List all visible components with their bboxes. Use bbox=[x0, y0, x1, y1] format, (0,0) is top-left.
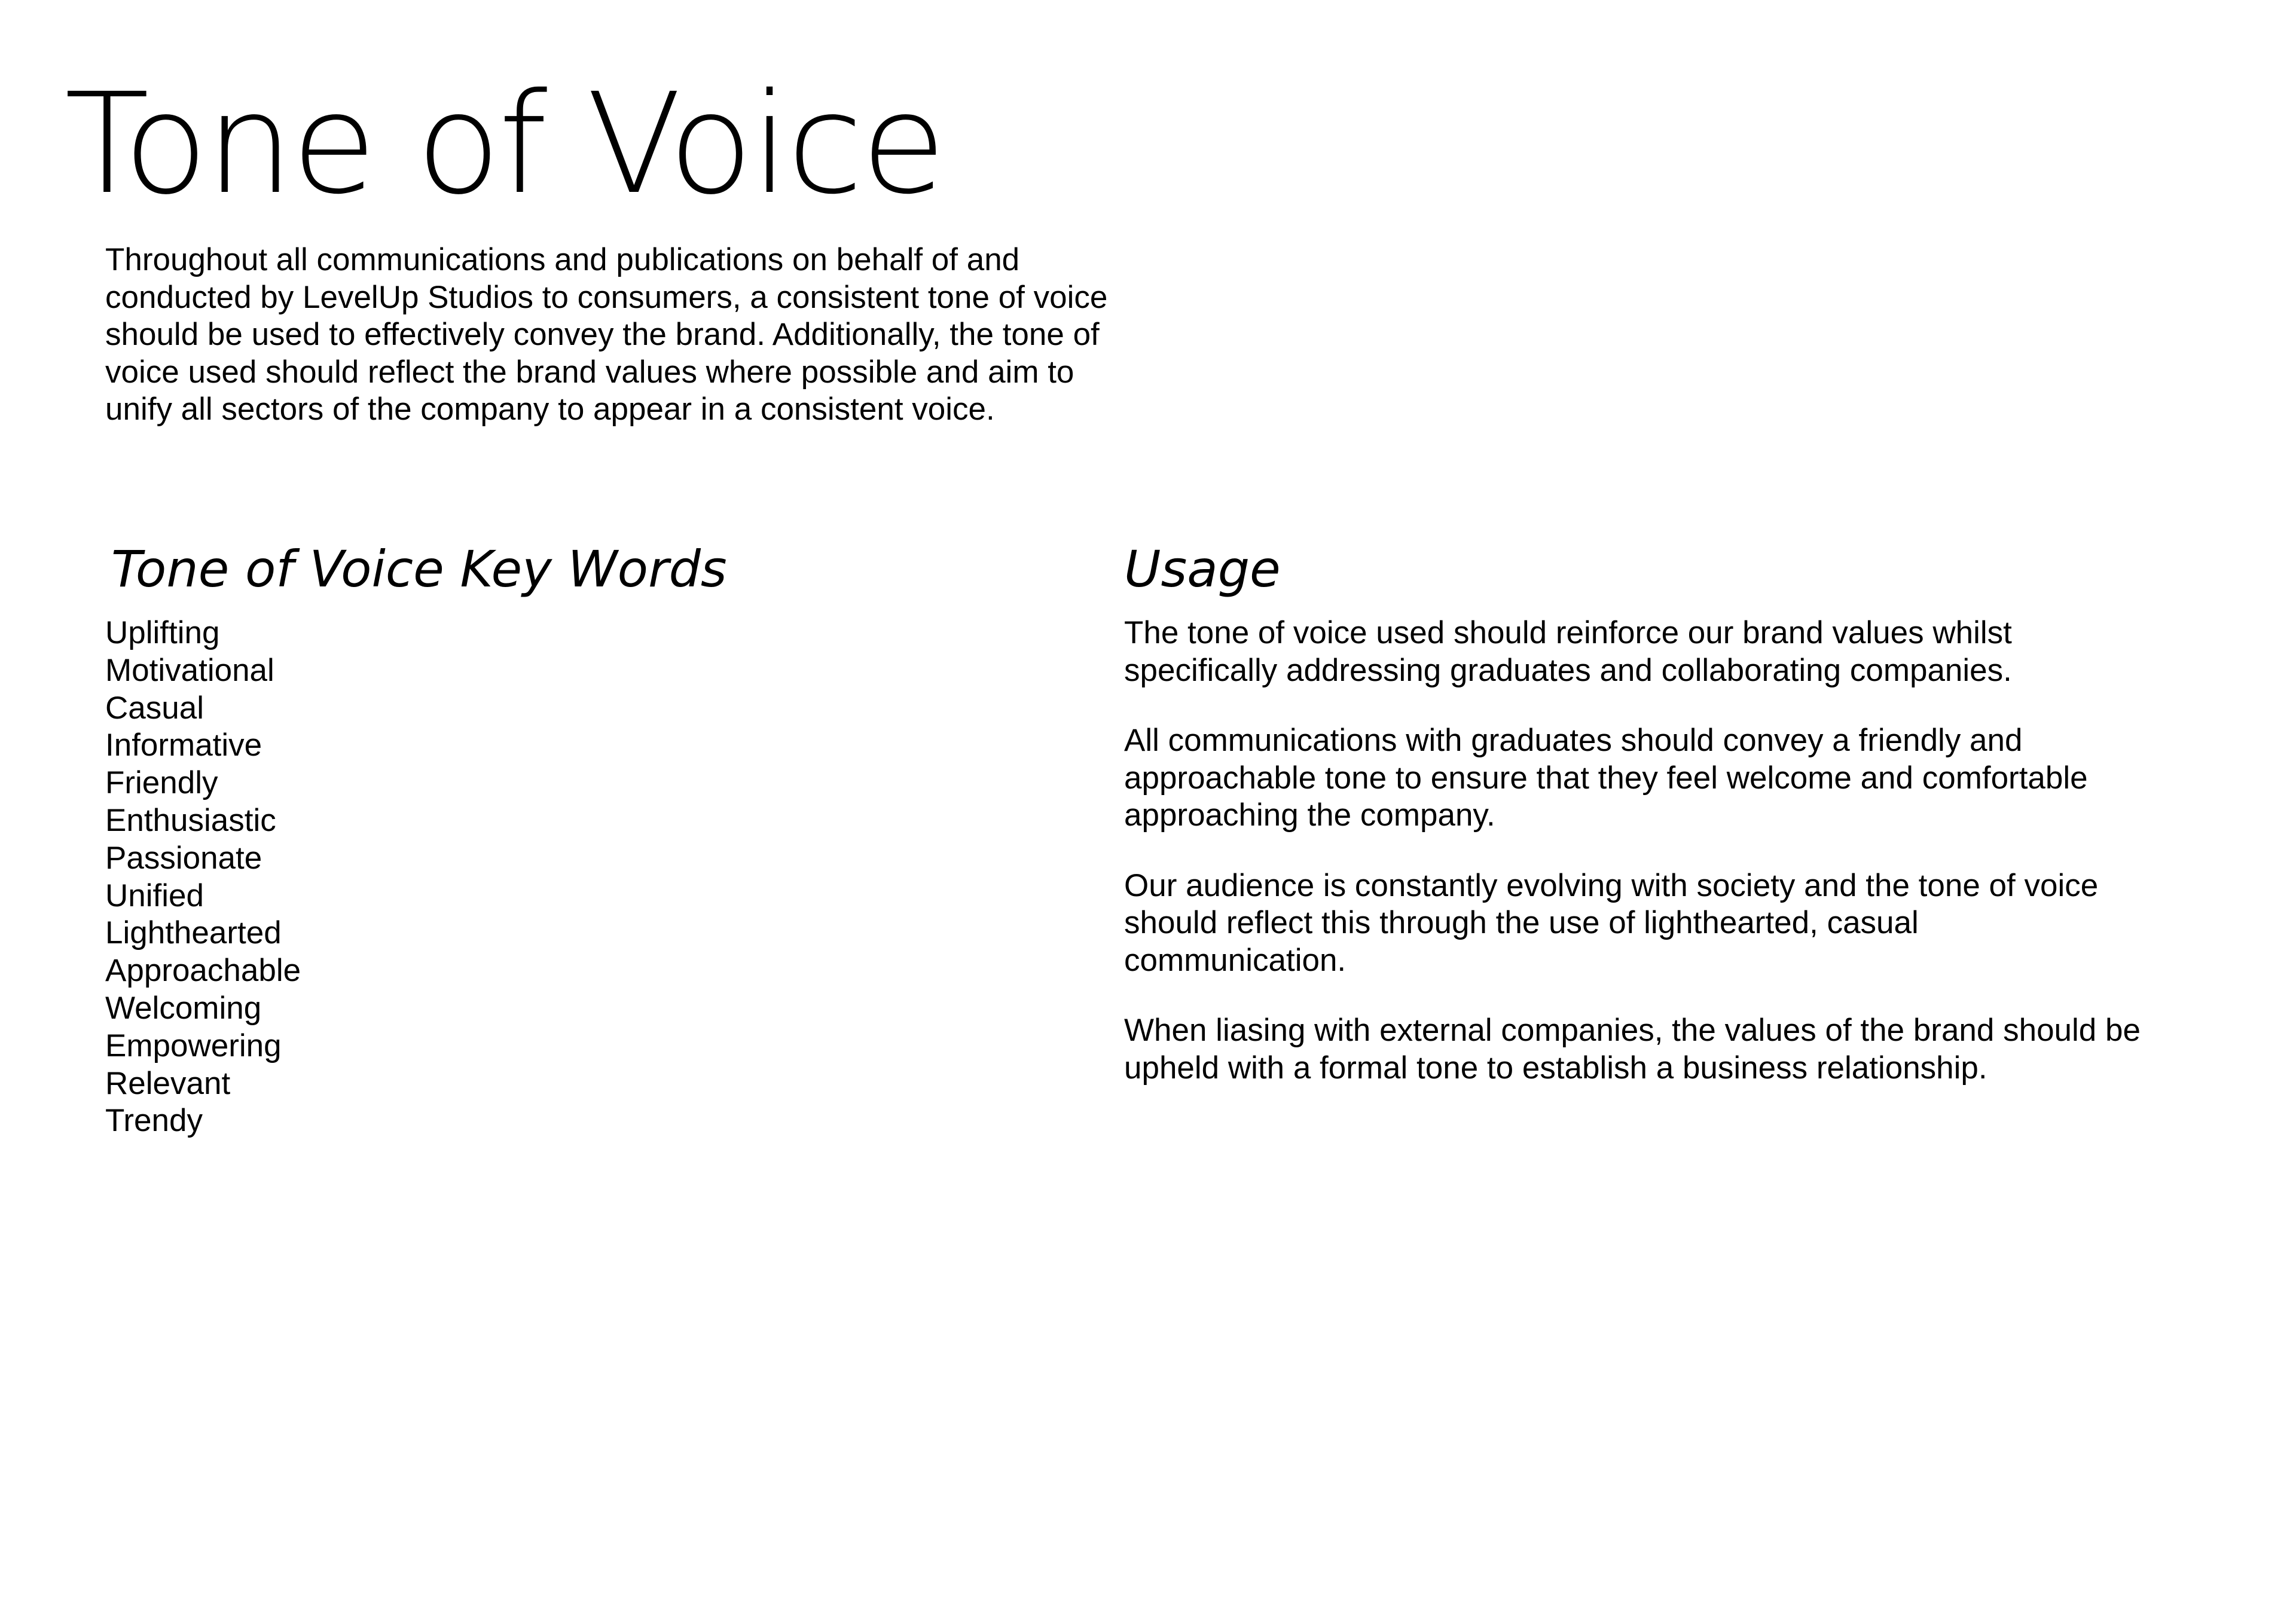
keyword-item: Informative bbox=[105, 728, 262, 763]
keyword-item: Lighthearted bbox=[105, 915, 282, 951]
intro-paragraph: Throughout all communications and publications on behalf of and conducted by LevelUp Studios to consumers, a consistent tone of voice should be used to effectively convey the brand. Additionally, the tone of voice used should reflect the brand values where possible and aim to unify all sectors of the company to appear in a consistent voice. bbox=[105, 242, 1108, 427]
keyword-item: Enthusiastic bbox=[105, 802, 276, 838]
keyword-item: Motivational bbox=[105, 652, 274, 688]
keyword-item: Unified bbox=[105, 878, 204, 913]
keyword-item: Casual bbox=[105, 690, 204, 726]
keyword-item: Welcoming bbox=[105, 990, 262, 1026]
keywords-heading: Tone of Voice Key Words bbox=[111, 540, 727, 598]
usage-paragraph: When liasing with external companies, the values of the brand should be upheld with a formal tone to establish a business relationship. bbox=[1124, 1013, 2141, 1086]
keyword-item: Passionate bbox=[105, 840, 262, 876]
keyword-item: Approachable bbox=[105, 953, 301, 989]
keywords-list bbox=[105, 615, 301, 1140]
keyword-item: Empowering bbox=[105, 1028, 282, 1063]
usage-paragraph: Our audience is constantly evolving with society and the tone of voice should reflect this through the use of lighthearted, casual communication. bbox=[1124, 867, 2099, 978]
usage-paragraph: The tone of voice used should reinforce our brand values whilst specifically addressing graduates and collaborating companies. bbox=[1124, 615, 2012, 688]
keyword-item: Uplifting bbox=[105, 615, 220, 650]
keyword-item: Relevant bbox=[105, 1065, 231, 1101]
usage-heading: Usage bbox=[1124, 540, 1281, 598]
usage-paragraph: All communications with graduates should convey a friendly and approachable tone to ensure that they feel welcome and comfortable approaching the company. bbox=[1124, 723, 2088, 833]
keyword-item: Trendy bbox=[105, 1103, 203, 1139]
keyword-item: Friendly bbox=[105, 765, 218, 801]
usage-section bbox=[1124, 615, 2141, 1120]
page-title: Tone of Voice bbox=[65, 63, 944, 225]
